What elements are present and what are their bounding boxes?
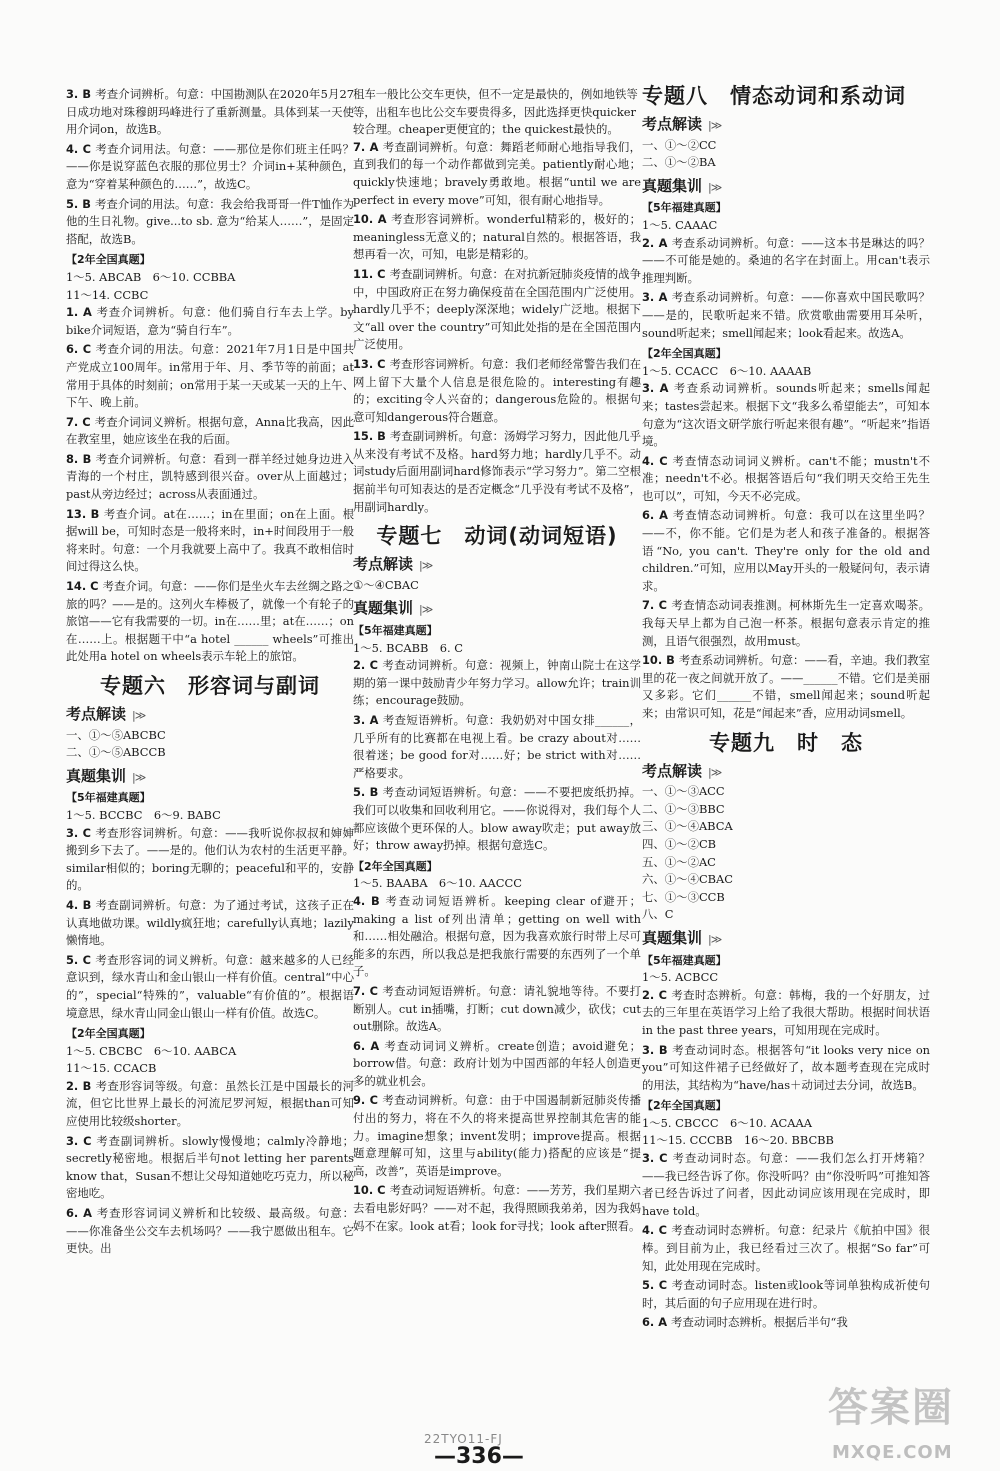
explanation-text: 考查动词短语辨析。keeping clear of避开；making a list of列出清单；getting on well with和……相处融洽。根据句意，因为我喜欢旅行时带上尽可能多的东西，所以我总是把我旅行需要的东西列了一个单子。 xyxy=(353,893,642,979)
answer-number: 6. A xyxy=(66,1206,92,1221)
subsection-label: 真题集训 xyxy=(642,928,703,947)
answer-number: 3. B xyxy=(642,1042,668,1057)
arrow-icon: |≫ xyxy=(419,603,433,617)
answer-explanation xyxy=(66,578,354,666)
answer-number: 8. B xyxy=(66,451,92,466)
answer-explanation xyxy=(353,657,641,710)
source-label: 【2年全国真题】 xyxy=(353,859,438,873)
answer-explanation xyxy=(66,414,354,449)
answer-number: 10. A xyxy=(353,212,387,227)
answer-explanation xyxy=(66,1078,354,1131)
answer-key-line: 11～15. CCCBB 16～20. BBCBB xyxy=(642,1133,834,1148)
answer-explanation xyxy=(66,141,354,194)
answer-explanation xyxy=(353,893,641,981)
answer-key-line: 五、①～②AC xyxy=(642,854,716,869)
explanation-text: 考查介词。句意：——你们是坐火车去丝绸之路之旅的吗？——是的。这列火车棒极了，就像一个有轮子的旅馆——它有我需要的一切。in在……里；at在……；on在……上。根据题干中“a hotel ______ wheels”可推出此处用a hotel on wheels表示车轮上的旅馆。 xyxy=(66,579,354,664)
column-right xyxy=(642,86,930,1334)
explanation-text: 考查介词。at在……；in在里面；on在上面。根据will be，可知时态是一般将来时，in+时间段用于一般将来时。句意：一个月我就要上高中了。我真不敢相信时间过得这么快。 xyxy=(66,506,354,574)
answer-number: 10. C xyxy=(353,1183,386,1198)
source-label: 【5年福建真题】 xyxy=(353,624,438,638)
page-number: —336— xyxy=(434,1444,524,1469)
answer-key-line: 1～5. CCACC 6～10. AAAAB xyxy=(642,363,812,378)
source-label: 【2年全国真题】 xyxy=(66,253,151,267)
explanation-text: 考查动词短语辨析。句意：——芳芳，我们星期六去看电影好吗？——对不起，我得照顾我弟弟，因为我妈妈不在家。look at看；look for寻找；look after照看。 xyxy=(353,1183,641,1233)
answer-number: 3. C xyxy=(642,1151,668,1166)
explanation-text: 考查介词辨析。句意：中国勘测队在2020年5月27日成功地对珠穆朗玛峰进行了重新测量。具体到某一天使用介词on，故选B。 xyxy=(66,87,355,137)
answer-number: 4. B xyxy=(66,897,92,912)
answer-number: 5. B xyxy=(353,785,379,800)
answer-explanation xyxy=(353,266,641,354)
source-label: 【5年福建真题】 xyxy=(642,953,727,967)
answer-explanation xyxy=(66,952,354,1022)
explanation-text: 考查形容词辨析。wonderful精彩的，极好的；meaningless无意义的；natural自然的。根据答语，我想再看一次，可知，电影是精彩的。 xyxy=(353,212,641,262)
answer-explanation xyxy=(66,1133,354,1203)
answer-key-line: 二、①～⑤ABCCB xyxy=(66,745,166,760)
answer-explanation xyxy=(353,1092,641,1180)
answer-number: 2. A xyxy=(642,235,668,250)
answer-number: 3. A xyxy=(642,290,668,305)
answer-key-line: 1～5. CBCCC 6～10. ACAAA xyxy=(642,1115,812,1130)
subsection-label: 真题集训 xyxy=(642,176,703,195)
subsection-heading xyxy=(642,178,930,197)
answer-number: 2. C xyxy=(353,658,378,673)
subsection-label: 考点解读 xyxy=(66,705,127,723)
explanation-text: 考查形容词辨析。句意：我们老师经常警告我们在网上留下大量个人信息是很危险的。interesting有趣的；exciting令人兴奋的；dangerous危险的。根据句意可知dangerous符合题意。 xyxy=(353,356,641,424)
subsection-heading xyxy=(353,556,641,575)
explanation-text: 考查时态辨析。句意：韩梅，我的一个好朋友，过去的三年里在英语学习上给了我很大帮助。根据时间状语in the past three years，可知用现在完成时。 xyxy=(642,987,930,1037)
answer-number: 6. A xyxy=(353,1038,380,1053)
answer-explanation xyxy=(642,380,930,450)
answer-explanation xyxy=(353,1038,641,1091)
answer-explanation xyxy=(353,356,641,426)
explanation-text: 考查动词时态辨析。句意：纪录片《航拍中国》很棒。到目前为止，我已经看过三次了。根据“So far”可知，此处用现在完成时。 xyxy=(642,1223,930,1273)
section-title: 专题七 动词(动词短语) xyxy=(376,524,618,549)
source-label: 【2年全国真题】 xyxy=(66,1027,151,1041)
answer-explanation xyxy=(66,341,354,411)
subsection-label: 考点解读 xyxy=(642,761,703,780)
explanation-text: 考查动词时态。listen或look等词单独构成祈使句时，其后面的句子应用现在进行时。 xyxy=(642,1278,930,1310)
answer-number: 3. C xyxy=(66,1133,92,1148)
answer-explanation xyxy=(642,1314,930,1332)
answer-key-line: ①～④CBAC xyxy=(353,577,419,592)
answer-number: 4. C xyxy=(642,1223,667,1238)
answer-number: 4. B xyxy=(353,893,380,908)
explanation-text: 考查动词短语辨析。句意：——不要把废纸扔掉。我们可以收集和回收利用它。——你说得对，我们每个人都应该做个更环保的人。blow away吹走；put away放好；throw away扔掉。根据句意选C。 xyxy=(353,785,641,853)
answer-key-line: 1～5. CBCBC 6～10. AABCA xyxy=(66,1043,237,1058)
answer-key-line: 二、①～③BBC xyxy=(642,801,725,816)
section-title: 专题九 时 态 xyxy=(709,730,863,755)
answer-key-line: 八、C xyxy=(642,907,674,922)
watermark-url: MXQE.COM xyxy=(832,1442,953,1463)
answer-explanation xyxy=(66,825,354,895)
answer-explanation xyxy=(642,1150,930,1220)
source-label: 【2年全国真题】 xyxy=(642,1099,727,1113)
answer-key-line: 租车一般比公交车更快，但不一定是最快的，例如地铁等等，出租车也比公交车要贵得多，因此选择更快quicker较合理。cheaper更便宜的；the quickest最快的。 xyxy=(353,87,638,137)
explanation-text: 考查情态动词词义辨析。can't不能；mustn't不准；needn't不必。根据答语后句“我们明天交给王先生也可以”，可知，今天不必完成。 xyxy=(642,453,930,503)
answer-explanation xyxy=(66,1205,354,1258)
answer-explanation xyxy=(353,784,641,854)
arrow-icon: |≫ xyxy=(419,559,433,573)
explanation-text: 考查动词时态。句意：——我们怎么打开烤箱？——我已经告诉了你。你没听吗？由“你没听吗”可推知答者已经告诉过了问者，因此动词应该用现在完成时，即have told。 xyxy=(642,1151,930,1218)
subsection-heading xyxy=(642,930,930,949)
answer-key-line: 11～14. CCBC xyxy=(66,287,149,302)
explanation-text: 考查形容词辨析。句意：——我听说你叔叔和婶婶搬到乡下去了。——是的。他们认为农村的生活更平静。similar相似的；boring无聊的；peaceful和平的，安静的。 xyxy=(66,825,354,893)
answer-number: 13. C xyxy=(353,356,386,371)
explanation-text: 考查形容词的词义辨析。句意：越来越多的人已经意识到，绿水青山和金山银山一样有价值。central“中心的”，special“特殊的”，valuable“有价值的”。根据语境意思，绿水青山同金山银山一样有价值。故选C。 xyxy=(66,952,354,1020)
answer-explanation xyxy=(353,983,641,1036)
answer-key-line: 1～5. ABCAB 6～10. CCBBA xyxy=(66,269,236,284)
answer-number: 7. C xyxy=(642,598,667,613)
answer-explanation xyxy=(66,304,354,339)
explanation-text: 考查形容词词义辨析和比较级、最高级。句意：——你准备坐公交车去机场吗？——我宁愿做出租车。它更快。出 xyxy=(66,1206,354,1256)
answer-key-line: 七、①～③CCB xyxy=(642,889,725,904)
answer-number: 2. C xyxy=(642,987,667,1002)
answer-number: 3. C xyxy=(66,825,91,840)
subsection-heading xyxy=(353,600,641,619)
answer-number: 7. A xyxy=(353,139,379,154)
watermark-logo xyxy=(828,1385,988,1470)
explanation-text: 考查动词词义辨析。create创造；avoid避免；borrow借。句意：政府计划为中国西部的年轻人创造更多的就业机会。 xyxy=(353,1038,641,1088)
answer-explanation xyxy=(353,1182,641,1235)
answer-number: 5. C xyxy=(66,952,91,967)
answer-key-line: 1～5. BCABB 6. C xyxy=(353,640,463,655)
answer-explanation xyxy=(642,1277,930,1312)
subsection-heading xyxy=(642,116,930,135)
explanation-text: 考查系动词辨析。sounds听起来；smells闻起来；tastes尝起来。根据下文“我多么希望能去”，可知本句意为“这次语文研学旅行听起来很有趣”。“听起来”指语境。 xyxy=(642,381,930,449)
watermark-text: 答案圈 xyxy=(828,1385,954,1431)
source-label: 【5年福建真题】 xyxy=(66,791,151,805)
explanation-text: 考查介词辨析。句意：他们骑自行车去上学。by bike介词短语，意为“骑自行车”。 xyxy=(66,305,354,337)
explanation-text: 考查情态动词辨析。句意：我可以在这里坐吗？——不，你不能。它们是为老人和孩子准备的。根据答语“No, you can't. They're only for the old and children.”可知，应用以May开头的一般疑问句，表示请求。 xyxy=(642,508,930,593)
answer-explanation xyxy=(642,1042,930,1095)
answer-explanation xyxy=(66,196,354,249)
answer-number: 13. B xyxy=(66,506,100,521)
answer-explanation xyxy=(66,451,354,504)
explanation-text: 考查副词辨析。slowly慢慢地；calmly冷静地；secretly秘密地。根据后半句not letting her parents know that，Susan不想让父母知道她吃巧克力，所以秘密地吃。 xyxy=(66,1133,355,1201)
answer-number: 10. B xyxy=(642,653,675,668)
answer-number: 14. C xyxy=(66,579,99,594)
answer-key-line: 一、①～⑤ABCBC xyxy=(66,727,166,742)
explanation-text: 考查动词短语辨析。句意：请礼貌地等待。不要打断别人。cut in插嘴，打断；cut down减少，砍伐；cut out删除。故选A。 xyxy=(353,983,641,1034)
subsection-heading xyxy=(642,763,930,782)
answer-key-line: 四、①～②CB xyxy=(642,836,717,851)
answer-number: 9. C xyxy=(353,1093,378,1108)
explanation-text: 考查系动词辨析。句意：——你喜欢中国民歌吗？——是的，民歌听起来不错。欣赏歌曲需要用耳朵听，sound听起来；smell闻起来；look看起来。故选A。 xyxy=(642,290,930,340)
answer-explanation xyxy=(642,1222,930,1275)
subsection-label: 考点解读 xyxy=(642,115,703,133)
explanation-text: 考查介词用法。句意：——那位是你们班主任吗？——你是说穿蓝色衣服的那位男士？介词in+某种颜色，意为“穿着某种颜色的……”，故选C。 xyxy=(66,141,354,191)
answer-number: 6. A xyxy=(642,508,668,523)
answer-explanation xyxy=(353,139,641,209)
explanation-text: 考查形容词等级。句意：虽然长江是中国最长的河流，但它比世界上最长的河流尼罗河短，根据than可知应使用比较级shorter。 xyxy=(66,1078,354,1129)
explanation-text: 考查介词的用法。句意：2021年7月1日是中国共产党成立100周年。in常用于年、月、季节等的前面；at常用于具体的时刻前；on常用于某一天或某一天的上午、下午、晚上前。 xyxy=(66,342,355,410)
arrow-icon: |≫ xyxy=(132,709,146,722)
arrow-icon: |≫ xyxy=(708,119,722,132)
answer-key-line: 一、①～③ACC xyxy=(642,784,725,799)
explanation-text: 考查动词辨析。句意：视频上，钟南山院士在这学期的第一课中鼓励青少年努力学习。allow允许；train训练；encourage鼓励。 xyxy=(353,658,641,708)
answer-key-line: 1～5. ACBCC xyxy=(642,970,719,985)
explanation-text: 考查介词的用法。句意：我会给我哥哥一件T恤作为他的生日礼物。give...to sb. 意为“给某人……”，是固定搭配，故选B。 xyxy=(66,196,354,246)
explanation-text: 考查动词时态辨析。根据后半句“我 xyxy=(671,1315,848,1330)
column-middle xyxy=(353,86,641,1237)
answer-number: 7. C xyxy=(353,983,378,998)
answer-number: 1. A xyxy=(66,305,92,320)
answer-number: 3. A xyxy=(353,713,379,727)
answer-number: 15. B xyxy=(353,429,386,444)
answer-key-line: 六、①～④CBAC xyxy=(642,872,733,887)
answer-explanation xyxy=(353,428,641,516)
explanation-text: 考查副词辨析。句意：在对抗新冠肺炎疫情的战争中，中国政府正在努力确保疫苗在全国范围内广泛使用。hardly几乎不；deeply深深地；widely广泛地。根据下文“all over the country”可知此处指的是在全国范围内广泛使用。 xyxy=(353,266,641,352)
answer-number: 4. C xyxy=(66,141,91,156)
answer-number: 5. C xyxy=(642,1278,668,1293)
answer-explanation xyxy=(353,712,641,782)
explanation-text: 考查动词时态。根据答句“it looks very nice on you”可知这件裙子已经做好了，故本题考查现在完成时的用法，其结构为“have/has＋动词过去分词，故选B。 xyxy=(642,1042,931,1092)
answer-key-line: 1～5. BCCBC 6～9. BABC xyxy=(66,807,221,822)
answer-explanation xyxy=(642,652,930,722)
subsection-label: 考点解读 xyxy=(353,555,414,574)
answer-explanation xyxy=(642,289,930,342)
subsection-label: 真题集训 xyxy=(353,599,414,618)
answer-key-line: 二、①～②BA xyxy=(642,155,716,170)
answer-key-line: 三、①～④ABCA xyxy=(642,819,733,834)
footer-code: 22TYO11-FJ xyxy=(424,1432,503,1446)
column-left xyxy=(66,86,354,1260)
explanation-text: 考查副词辨析。句意：为了通过考试，这孩子正在认真地做功课。wildly疯狂地；carefully认真地；lazily懒惰地。 xyxy=(66,897,354,948)
explanation-text: 考查情态动词表推测。柯林斯先生一定喜欢喝茶。我每天早上都为自己泡一杯茶。根据句意表示肯定的推测，且语气很强烈，故用must。 xyxy=(642,598,930,648)
explanation-text: 考查动词辨析。句意：由于中国遏制新冠肺炎传播付出的努力，将在不久的将来提高世界控制其危害的能力。imagine想象；invent发明；improve提高。根据题意理解可知，这里与ability(能力)搭配的应该是“提高，改善”，英语是improve。 xyxy=(353,1093,641,1178)
answer-explanation xyxy=(353,211,641,264)
section-title: 专题八 情态动词和系动词 xyxy=(642,84,906,108)
answer-explanation xyxy=(642,987,930,1040)
subsection-label: 真题集训 xyxy=(66,766,127,785)
answer-number: 3. B xyxy=(66,87,92,101)
answer-key-line: 1～5. BAABA 6～10. AACCC xyxy=(353,876,522,891)
answer-number: 3. A xyxy=(642,381,669,396)
explanation-text: 考查介词辨析。句意：看到一群羊经过她身边进入青海的一个村庄，凯特感到很兴奋。over从上面越过；past从旁边经过；across从表面通过。 xyxy=(66,451,354,502)
answer-number: 5. B xyxy=(66,196,91,211)
explanation-text: 考查系动词辨析。句意：——看，辛迪。我们教室里的花一夜之间就开放了。——______不错。它们是美丽又多彩。它们______不错，smell闻起来；sound听起来；由常识可知，花是“闻起来”香，应用动词smell。 xyxy=(642,653,930,720)
arrow-icon: |≫ xyxy=(708,765,722,779)
arrow-icon: |≫ xyxy=(132,770,146,784)
source-label: 【5年福建真题】 xyxy=(642,201,727,215)
source-label: 【2年全国真题】 xyxy=(642,347,727,361)
answer-number: 6. A xyxy=(642,1315,668,1330)
answer-key-line: 11～15. CCACB xyxy=(66,1061,157,1076)
answer-number: 6. C xyxy=(66,342,92,357)
answer-explanation xyxy=(642,507,930,595)
answer-explanation xyxy=(642,453,930,506)
answer-number: 7. C xyxy=(66,414,91,429)
answer-explanation xyxy=(66,506,354,576)
answer-explanation xyxy=(642,235,930,288)
answer-explanation xyxy=(642,597,930,650)
subsection-heading xyxy=(66,768,354,787)
explanation-text: 考查介词词义辨析。根据句意，Anna比我高，因此在教室里，她应该坐在我的后面。 xyxy=(66,414,354,447)
answer-number: 2. B xyxy=(66,1078,92,1093)
subsection-heading xyxy=(66,706,354,725)
answer-key-line: 一、①～②CC xyxy=(642,137,717,152)
answer-explanation xyxy=(66,86,354,139)
answer-key-line: 1～5. CAAAC xyxy=(642,217,718,232)
explanation-text: 考查系动词辨析。句意：——这本书是琳达的吗？——不可能是她的。桑迪的名字在封面上。用can't表示推理判断。 xyxy=(642,235,930,285)
explanation-text: 考查短语辨析。句意：我奶奶对中国女排______，几乎所有的比赛都在电视上看。be crazy about对……很着迷；be good for对……好；be strict with对……严格要求。 xyxy=(353,713,641,780)
explanation-text: 考查副词辨析。句意：汤姆学习努力，因此他几乎从来没有考试不及格。hard努力地；hardly几乎不。动词study后面用副词hard修饰表示“学习努力”。第二空根据前半句可知表达的是否定概念“几乎没有考试不及格”，用副词hardly。 xyxy=(353,429,641,514)
arrow-icon: |≫ xyxy=(708,932,722,946)
answer-explanation xyxy=(66,897,354,950)
explanation-text: 考查副词辨析。句意：舞蹈老师耐心地指导我们，直到我们的每一个动作都做到完美。patiently耐心地；quickly快速地；bravely勇敢地。根据“until we are perfect in every move”可知，很有耐心地指导。 xyxy=(353,139,641,207)
section-title: 专题六 形容词与副词 xyxy=(100,674,320,698)
arrow-icon: |≫ xyxy=(708,180,722,194)
answer-number: 11. C xyxy=(353,266,386,281)
answer-number: 4. C xyxy=(642,453,668,468)
